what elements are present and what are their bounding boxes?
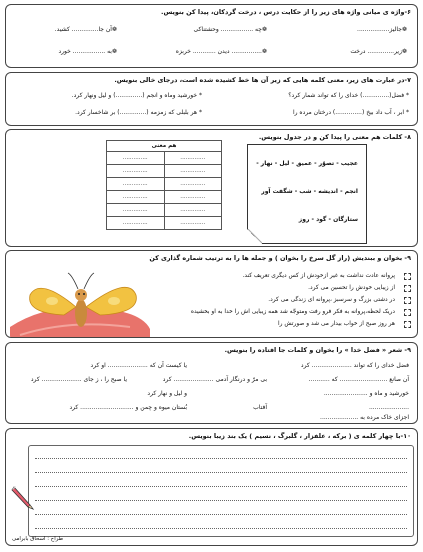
order-box-2[interactable] (404, 285, 411, 292)
table-cell[interactable]: .............. (164, 191, 222, 204)
designer-credit: طراح : اسحاق بابرامی (12, 535, 64, 542)
table-row (107, 204, 222, 217)
writing-area[interactable] (28, 445, 414, 537)
table-cell[interactable]: .............. (164, 178, 222, 191)
poem-r4-right: ..................... (368, 404, 409, 411)
table-row (107, 217, 222, 230)
page-curl-icon (247, 229, 262, 244)
poem-r1-right: فضل خدای را که تواند ..................... کرد (300, 362, 409, 369)
story-sentence-4: دریک لحظه،پروانه به فکر فرو رفت ومتوجّه شد همه زیبایی اش را خدا به او بخشیده (190, 309, 395, 315)
table-row (107, 178, 222, 191)
poem-r3-right: خورشید و ماه و ....................... (323, 390, 409, 397)
order-box-1[interactable] (404, 273, 411, 280)
order-box-3[interactable] (404, 297, 411, 304)
poem-r4-mid: آفتاب (253, 404, 267, 411)
table-row (107, 165, 222, 178)
table-row (107, 191, 222, 204)
table-cell[interactable]: .............. (107, 165, 165, 178)
writing-line (35, 514, 407, 515)
order-box-5[interactable] (404, 321, 411, 328)
poem-r2-left: یا صبح را ، ز جای ..................... کرد (30, 376, 127, 383)
s6-r1-c1: ❁جالیز................. (357, 26, 407, 33)
table-row (107, 152, 222, 165)
section-10-title: ۱۰-با چهار کلمه ی ( برکه ، علفزار ، گلبرگ ، نسیم ) یک بند زیبا بنویس. (188, 432, 411, 440)
section-7-title: ۷-در عبارت های زیر، معنی کلمه هایی که زیر آن ها خط کشیده شده است، درجای خالی بنویس. (114, 76, 411, 84)
poem-r3-left: و لیل و نهار کرد (147, 390, 187, 397)
note-line-1: عجیب - تصوّر - عمیق - لیل - نهار - (256, 160, 358, 167)
table-cell[interactable]: .............. (107, 204, 165, 217)
table-cell[interactable]: .............. (164, 204, 222, 217)
s7-item-4: * هر بلبلی که زمزمه (..............) بر شاخسار کرد. (75, 109, 202, 116)
s6-r2-c1: ❁زیر.............. درخت (350, 48, 407, 55)
poem-r2-mid: بی مرّ و درنگار آدمی ..................... کرد (162, 376, 267, 383)
table-cell[interactable]: .............. (107, 178, 165, 191)
table-cell[interactable]: .............. (107, 217, 165, 230)
note-line-2: انجم - اندیشه - شب - شگفت آور (261, 188, 358, 195)
poem-title: ۹- شعر « فضل خدا » را بخوان و کلمات جا افتاده را بنویس. (224, 346, 411, 354)
note-line-3: ستارگان - گود - روز (298, 216, 358, 223)
story-sentence-5: هر روز صبح از خواب بیدار می شد و صورتش را (278, 321, 395, 327)
word-note-card (247, 144, 367, 244)
writing-line (35, 472, 407, 473)
pencil-icon (10, 483, 36, 511)
order-box-4[interactable] (404, 309, 411, 316)
section-6-title: ۶-واژه ی میانی واژه های زیر را از حکایت درس ، درخت گردکان، پیدا کن بنویس. (161, 8, 411, 16)
table-cell[interactable]: .............. (164, 217, 222, 230)
s6-r1-c3: ❁آن جا.............. کشید. (54, 26, 117, 33)
section-10 (5, 428, 418, 546)
s6-r2-c3: ❁به ................. خورد (58, 48, 117, 55)
table-cell[interactable]: .............. (164, 165, 222, 178)
s6-r2-c2: ❁................ دیدن ............ خربزه (175, 48, 267, 55)
s7-item-1: * فضل(..............) خدای را که تواند شمار کرد؟ (288, 92, 409, 99)
section-7 (5, 72, 418, 126)
s7-item-3: * ابر ، آب داد بیخ (..............) درختان مرده را (292, 109, 409, 116)
story-sentence-3: در دشتی بزرگ و سرسبز ،پروانه ای زندگی می کرد. (268, 297, 395, 303)
poem-r4-left: بُستان میوه و چمن و ............................ کرد (69, 404, 187, 411)
writing-line (35, 486, 407, 487)
synonym-table-header: هم معنی (107, 141, 222, 152)
synonym-table (106, 140, 222, 230)
table-cell[interactable]: .............. (164, 152, 222, 165)
writing-line (35, 528, 407, 529)
table-cell[interactable]: .............. (107, 152, 165, 165)
section-9-story (5, 250, 418, 338)
story-sentence-2: از زیبایی خودش را تحسین می کرد. (308, 285, 395, 291)
s7-item-2: * خورشید وماه و انجم (..............) و لیل ونهار کرد. (71, 92, 202, 99)
section-8 (5, 129, 418, 247)
section-9-title: ۹- بخوان و ببندیش (راز گل سرخ را بخوان ) و جمله ها را به ترتیب شماره گذاری کن (149, 254, 411, 262)
section-8-title: ۸- کلمات هم معنی را پیدا کن و در جدول بنویس. (258, 133, 411, 141)
s6-r1-c2: ❁چه ................. وحشتناکی (193, 26, 267, 33)
writing-line (35, 458, 407, 459)
writing-line (35, 500, 407, 501)
section-9-poem (5, 342, 418, 424)
story-sentence-1: پروانه عادت نداشت به غیر ازخودش از کس دیگری تعریف کند. (242, 273, 395, 279)
poem-r1-left: یا کیست آن که ..................... او کرد (90, 362, 187, 369)
poem-r5-right: اجزای خاک مرده به .................... (320, 414, 409, 421)
section-6 (5, 4, 418, 68)
butterfly-illustration (10, 265, 150, 338)
poem-r2-right: آن صانع ......................... که ........... (308, 376, 409, 383)
table-cell[interactable]: .............. (107, 191, 165, 204)
